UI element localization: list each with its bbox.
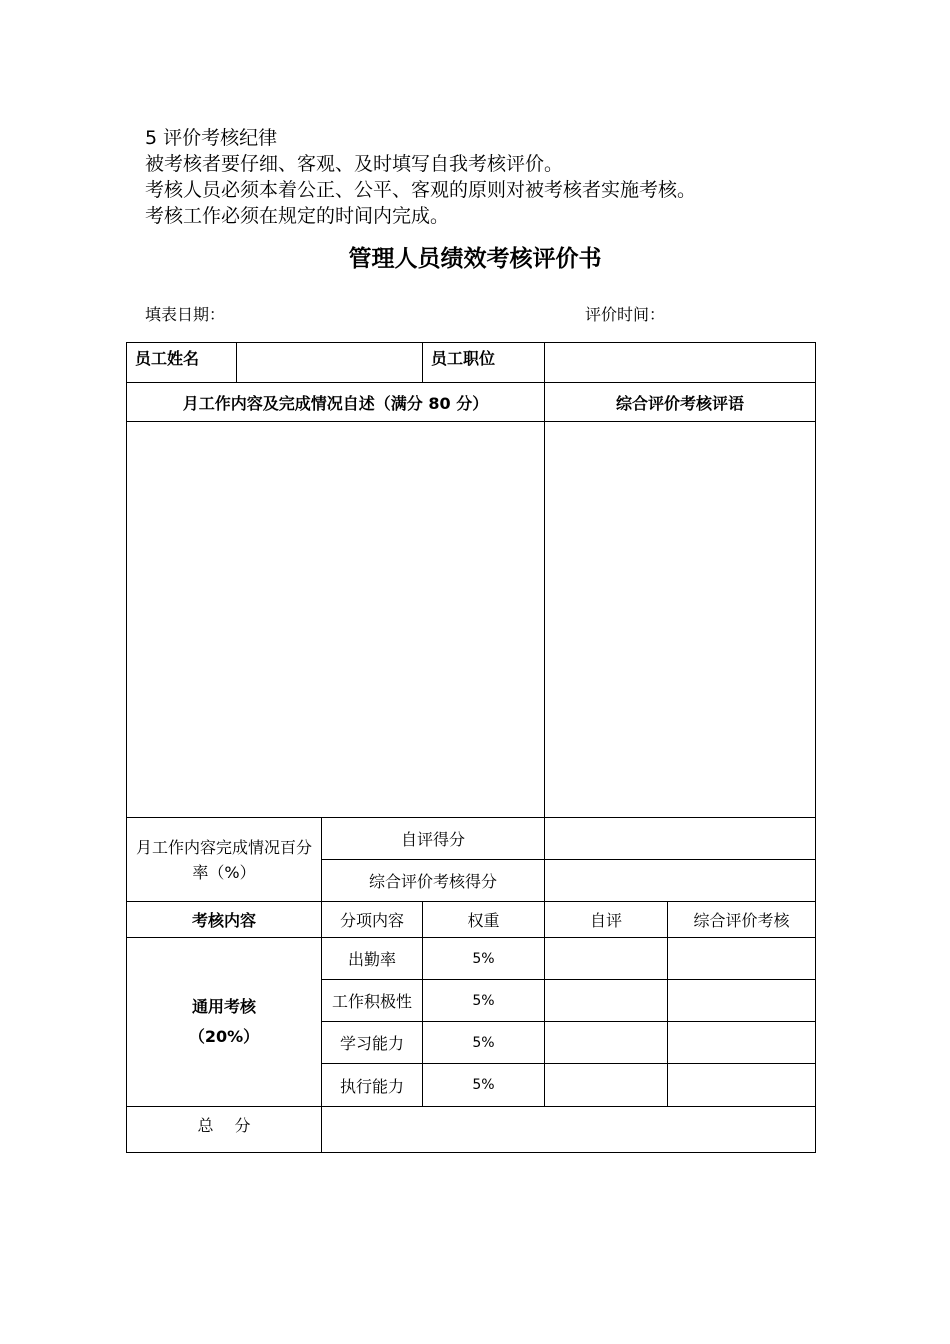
- self-statement-header: 月工作内容及完成情况自述（满分 80 分）: [127, 383, 545, 422]
- discipline-heading: 5 评价考核纪律: [145, 127, 278, 149]
- item-overall-field[interactable]: [668, 980, 816, 1022]
- item-self-field[interactable]: [545, 1064, 668, 1107]
- item-name: 执行能力: [322, 1064, 423, 1107]
- discipline-line-1: 被考核者要仔细、客观、及时填写自我考核评价。: [145, 153, 564, 175]
- discipline-section: [145, 125, 696, 229]
- general-assessment-pct: （20%）: [188, 1027, 260, 1046]
- item-weight: 5%: [423, 1022, 545, 1064]
- total-score-field[interactable]: [322, 1107, 816, 1153]
- item-overall-field[interactable]: [668, 1022, 816, 1064]
- eval-time-label: 评价时间：: [585, 305, 666, 324]
- total-score-label: 总 分: [127, 1107, 322, 1153]
- item-name: 工作积极性: [322, 980, 423, 1022]
- item-overall-field[interactable]: [668, 938, 816, 980]
- evaluation-form-table: [126, 342, 816, 1153]
- fill-date-label: 填表日期：: [145, 305, 226, 324]
- item-weight: 5%: [423, 938, 545, 980]
- self-statement-field[interactable]: [127, 422, 545, 818]
- comment-field[interactable]: [545, 422, 816, 818]
- employee-name-field[interactable]: [237, 343, 423, 383]
- completion-rate-label: 月工作内容完成情况百分率（%）: [127, 818, 322, 902]
- document-title: 管理人员绩效考核评价书: [348, 246, 602, 272]
- item-self-field[interactable]: [545, 980, 668, 1022]
- general-assessment-cell: [127, 938, 322, 1107]
- header-overall: 综合评价考核: [668, 902, 816, 938]
- overall-score-label: 综合评价考核得分: [322, 860, 545, 902]
- discipline-line-3: 考核工作必须在规定的时间内完成。: [145, 205, 450, 227]
- header-item: 分项内容: [322, 902, 423, 938]
- employee-position-field[interactable]: [545, 343, 816, 383]
- self-score-label: 自评得分: [322, 818, 545, 860]
- self-score-field[interactable]: [545, 818, 816, 860]
- item-self-field[interactable]: [545, 1022, 668, 1064]
- table-row: [127, 938, 816, 980]
- employee-position-label: 员工职位: [423, 343, 545, 383]
- item-weight: 5%: [423, 1064, 545, 1107]
- item-name: 学习能力: [322, 1022, 423, 1064]
- item-overall-field[interactable]: [668, 1064, 816, 1107]
- general-assessment-label: 通用考核: [191, 997, 256, 1016]
- discipline-line-2: 考核人员必须本着公正、公平、客观的原则对被考核者实施考核。: [145, 179, 697, 201]
- header-weight: 权重: [423, 902, 545, 938]
- header-content: 考核内容: [127, 902, 322, 938]
- comment-header: 综合评价考核评语: [545, 383, 816, 422]
- item-self-field[interactable]: [545, 938, 668, 980]
- employee-name-label: 员工姓名: [127, 343, 237, 383]
- header-self: 自评: [545, 902, 668, 938]
- overall-score-field[interactable]: [545, 860, 816, 902]
- item-weight: 5%: [423, 980, 545, 1022]
- item-name: 出勤率: [322, 938, 423, 980]
